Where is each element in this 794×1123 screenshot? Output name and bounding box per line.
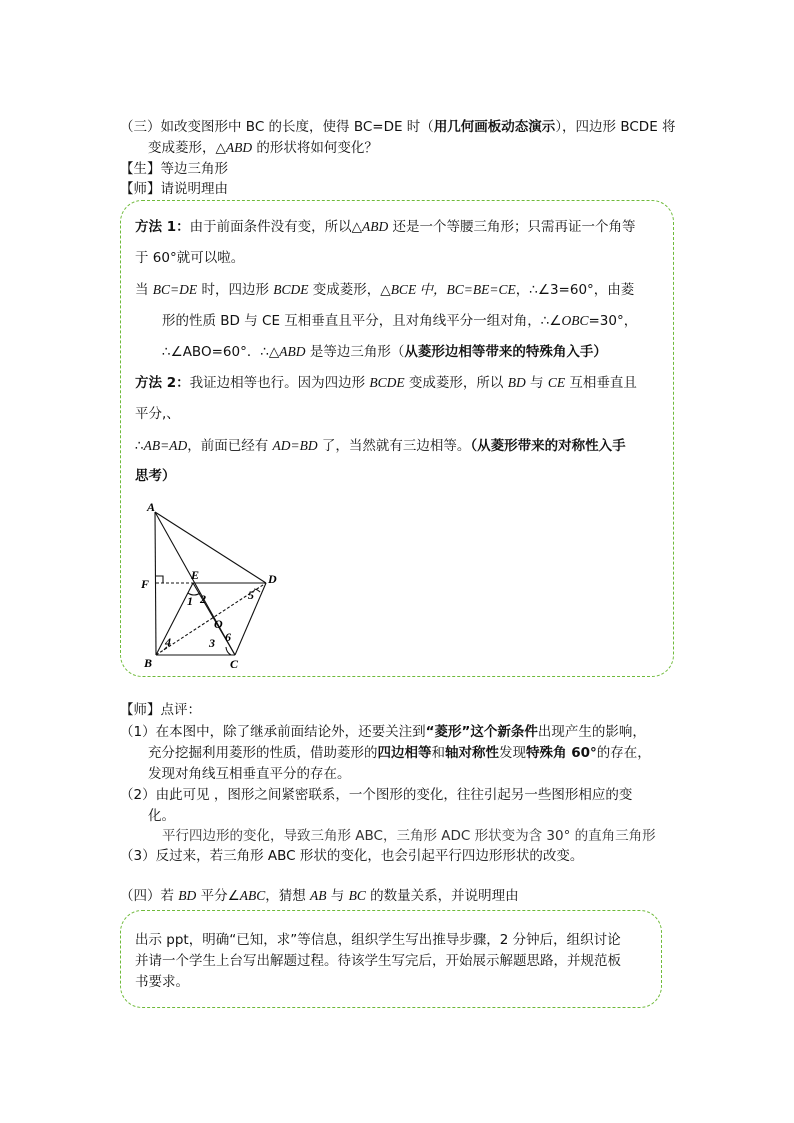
text: 形的性质 BD 与 CE 互相垂直且平分，且对角线平分一组对角，∴∠ — [162, 313, 562, 329]
s3-text: 变成菱形，△ — [148, 140, 226, 156]
text: 轴对称性 — [445, 745, 499, 761]
text: BC=DE — [152, 282, 198, 297]
method1-line2: 于 60°就可以啦。 — [135, 250, 245, 266]
label-b: B — [144, 656, 153, 670]
label-o: O — [214, 617, 223, 631]
text: 当 — [135, 282, 153, 298]
text: 四边相等 — [377, 745, 432, 761]
text: BC — [348, 888, 366, 903]
label-angle-6: 6 — [225, 630, 231, 644]
text: 变成菱形，所以 — [404, 375, 508, 391]
instruction-line2: 并请一个学生上台写出解题过程。待该学生写完后，开始展示解题思路，并规范板 — [135, 953, 621, 969]
method2-line4: 思考） — [135, 468, 176, 484]
label-c: C — [230, 657, 239, 671]
text: 和 — [431, 745, 445, 761]
text: ∴ — [135, 438, 144, 454]
comment-2-line3: 平行四边形的变化，导致三角形 ABC，三角形 ADC 形状变为含 30° 的直角三角形 — [162, 828, 656, 844]
s3-text: ），四边形 BCDE 将 — [555, 119, 676, 135]
text: BCDE — [273, 282, 309, 297]
segment-ad — [155, 512, 266, 583]
text: AB=AD — [143, 438, 188, 453]
text: 的数量关系，并说明理由 — [365, 888, 519, 904]
proof-line1 — [135, 280, 634, 300]
text: 特殊角 60° — [526, 745, 597, 761]
text: 还是一个等腰三角形；只需再证一个角等 — [388, 219, 636, 235]
text: BD — [178, 888, 197, 903]
comment-2-line2: 化。 — [148, 808, 175, 824]
text: BD — [507, 375, 526, 390]
comment-3: （3）反过来，若三角形 ABC 形状的变化，也会引起平行四边形形状的改变。 — [120, 848, 584, 864]
s3-line2 — [148, 138, 378, 158]
proof-line2 — [162, 311, 637, 331]
text: 由于前面条件没有变，所以△ — [189, 219, 362, 235]
s3-text: （三）如改变图形中 BC 的长度，使得 BC=DE 时（ — [120, 119, 434, 135]
text: （四）若 — [120, 888, 179, 904]
label-e: E — [191, 568, 200, 582]
text: 是等边三角形（ — [305, 344, 405, 360]
method2-line1 — [135, 373, 637, 393]
text: 我证边相等也行。因为四边形 — [189, 375, 370, 391]
geometry-figure — [136, 496, 296, 674]
text: ∴∠ABO=60°．∴△ — [162, 344, 280, 360]
text: 时，四边形 — [197, 282, 274, 298]
comment-2-line1: （2）由此可见 ，图形之间紧密联系，一个图形的变化，往往引起另一些图形相应的变 — [120, 787, 633, 803]
text: ，∴∠3=60°，由菱 — [515, 282, 635, 298]
method2-line3 — [135, 436, 626, 456]
comment-1-line2 — [148, 743, 651, 763]
student-answer: 【生】等边三角形 — [120, 161, 228, 177]
text: 互相垂直且 — [565, 375, 637, 391]
s3-line1 — [120, 117, 676, 137]
right-angle-mark — [156, 576, 163, 583]
instruction-line1: 出示 ppt，明确“已知，求”等信息，组织学生写出推导步骤，2 分钟后，组织讨论 — [135, 932, 621, 948]
method2-line2: 平分,、 — [135, 406, 180, 422]
label-angle-2: 2 — [200, 592, 206, 606]
teacher-prompt: 【师】请说明理由 — [120, 181, 228, 197]
s3-bold: 用几何画板动态演示 — [433, 119, 556, 135]
text: 从菱形边相等带来的特殊角入手） — [404, 344, 607, 360]
text: ，前面已经有 — [187, 438, 273, 454]
method1-label: 方法 1： — [135, 219, 190, 235]
text: 的存在， — [596, 745, 651, 761]
comment-1-line3: 发现对角线互相垂直平分的存在。 — [148, 766, 351, 782]
text: 发现 — [499, 745, 526, 761]
label-angle-4: 4 — [165, 635, 171, 649]
label-d: D — [268, 572, 277, 586]
text: 了，当然就有三边相等。 — [317, 438, 471, 454]
text: BCE 中，BC=BE=CE — [390, 282, 516, 297]
text: CE — [547, 375, 566, 390]
proof-line3 — [162, 342, 607, 362]
text: 与 — [326, 888, 349, 904]
method1-line1 — [135, 217, 636, 237]
label-f: F — [141, 577, 150, 591]
label-angle-1: 1 — [187, 594, 193, 608]
s3-text: 的形状将如何变化？ — [252, 140, 378, 156]
s3-italic: ABD — [225, 140, 253, 155]
comment-heading: 【师】点评： — [120, 702, 201, 718]
text: 出现产生的影响， — [537, 724, 646, 740]
text: OBC — [561, 313, 589, 328]
instruction-line3: 书要求。 — [135, 974, 189, 990]
text: （1）在本图中，除了继承前面结论外，还要关注到 — [120, 724, 426, 740]
method2-label: 方法 2： — [135, 375, 190, 391]
text: BCDE — [369, 375, 405, 390]
segment-ab — [155, 512, 156, 655]
text: ABD — [361, 219, 389, 234]
label-a: A — [147, 500, 156, 514]
text: ABC — [239, 888, 266, 903]
text: 与 — [525, 375, 548, 391]
text: 变成菱形，△ — [308, 282, 391, 298]
text: AD=BD — [272, 438, 318, 453]
text: ，猜想 — [265, 888, 310, 904]
comment-1-line1 — [120, 722, 646, 742]
label-angle-5: 5 — [248, 588, 254, 602]
text: （从菱形带来的对称性入手 — [470, 438, 626, 454]
text: 充分挖掘利用菱形的性质，借助菱形的 — [148, 745, 378, 761]
text: 平分∠ — [196, 888, 240, 904]
angle-arc-d — [254, 589, 260, 592]
s4-question — [120, 886, 519, 906]
text: AB — [310, 888, 327, 903]
label-angle-3: 3 — [209, 636, 215, 650]
text: ABD — [279, 344, 306, 359]
text: =30°， — [588, 313, 638, 329]
text: “菱形”这个新条件 — [425, 724, 538, 740]
angle-arc-c — [226, 647, 231, 655]
